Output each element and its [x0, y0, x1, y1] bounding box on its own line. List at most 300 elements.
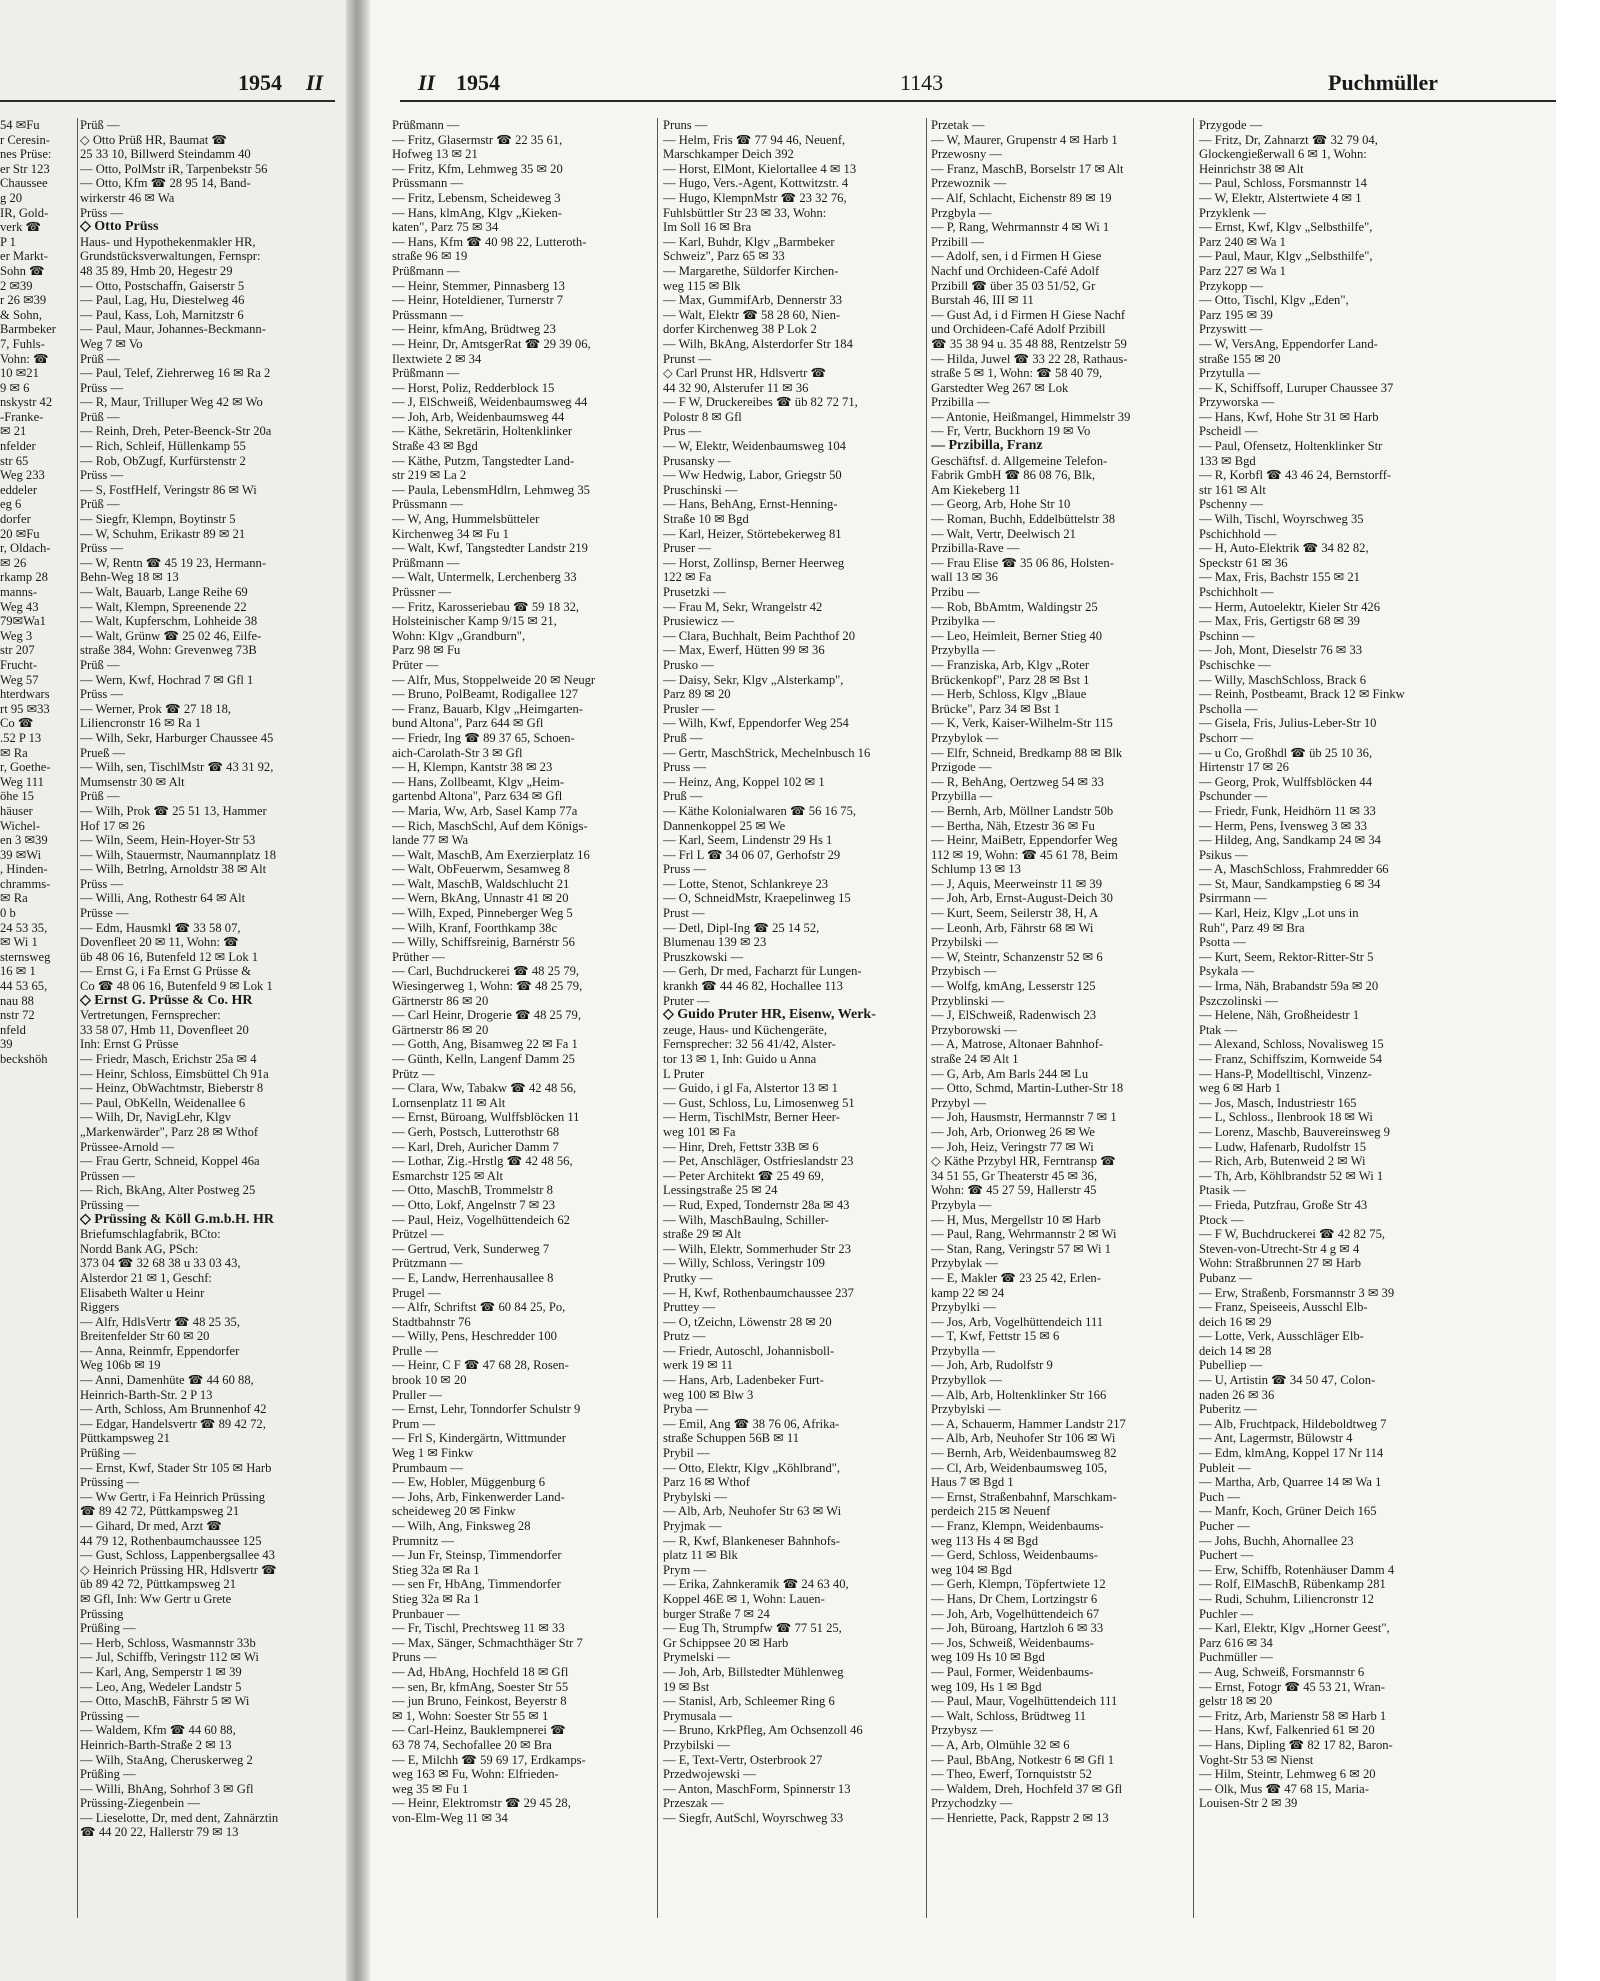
directory-entry: lande 77 ✉ Wa: [392, 833, 469, 848]
surname-heading: rkamp 28: [0, 570, 48, 585]
directory-entry: Schweiz", Parz 65 ✉ 33: [663, 249, 785, 264]
surname-heading: Prusetzki —: [663, 585, 726, 599]
directory-entry: — Friedr, Masch, Erichstr 25a ✉ 4: [80, 1052, 257, 1066]
surname-heading: Weg 57: [0, 672, 39, 687]
surname-heading: hterdwars: [0, 687, 50, 702]
directory-entry: — H, Mus, Mergellstr 10 ✉ Harb: [931, 1212, 1101, 1227]
directory-entry: — Frau Elise ☎ 35 06 86, Holsten-: [931, 555, 1114, 570]
directory-entry: 373 04 ☎ 32 68 38 u 33 03 43,: [80, 1256, 241, 1271]
surname-heading: Pryjmak —: [663, 1519, 722, 1533]
surname-heading: Pubelliер —: [1199, 1358, 1263, 1373]
directory-entry: — Jos, Arb, Vogelhüttendeich 111: [931, 1314, 1104, 1329]
surname-heading: er Markt-: [0, 249, 48, 264]
surname-heading: str 207: [0, 643, 35, 658]
surname-heading: Prumnitz —: [392, 1533, 454, 1548]
directory-entry: Nordd Bank AG, PSch:: [80, 1241, 199, 1256]
directory-entry: — Franz, Schiffszim, Kornweide 54: [1199, 1052, 1383, 1066]
directory-entry: — Rob, BbAmtm, Waldingstr 25: [931, 599, 1098, 614]
directory-entry: Schlump 13 ✉ 13: [931, 862, 1021, 877]
directory-entry: Fernsprecher: 32 56 41/42, Alster-: [663, 1037, 836, 1052]
directory-entry: — Eug Th, Strumpfw ☎ 77 51 25,: [663, 1621, 842, 1636]
directory-entry: — Fritz, Kfm, Lehmweg 35 ✉ 20: [392, 161, 563, 176]
directory-entry: — Günth, Kelln, Langenf Damm 25: [392, 1052, 575, 1066]
directory-entry: — Paul, Maur, Johannes-Beckmann-: [80, 322, 266, 337]
directory-entry: Breitenfelder Str 60 ✉ 20: [80, 1329, 210, 1344]
directory-entry: — Karl, Heiz, Klgv „Lot uns in: [1199, 906, 1359, 921]
book-gutter: [346, 0, 370, 1981]
directory-entry: — Lotte, Stenot, Schlankreye 23: [663, 876, 829, 891]
surname-heading: Pruschinski —: [663, 482, 738, 497]
surname-heading: Przewosny —: [931, 147, 1003, 162]
directory-entry: Riggers: [80, 1300, 120, 1315]
directory-entry: und Orchideen-Café Adolf Przibill: [931, 322, 1106, 337]
directory-entry: 48 35 89, Hmb 20, Hegestr 29: [80, 263, 233, 278]
directory-entry: von-Elm-Weg 11 ✉ 34: [392, 1810, 508, 1825]
left-cut-column: [0, 118, 76, 1067]
surname-heading: Prusler —: [663, 701, 715, 716]
surname-heading: Prüßing —: [80, 1621, 136, 1636]
directory-entry: — Gerd, Schloss, Weidenbaums-: [931, 1548, 1098, 1563]
directory-entry: — Gerh, Dr med, Facharzt für Lungen-: [663, 964, 862, 979]
directory-entry: Haus 7 ✉ Bgd 1: [931, 1475, 1014, 1490]
directory-entry: — Otto, Tischl, Klgv „Eden",: [1199, 293, 1349, 308]
directory-entry: — K, Schiffsoff, Luruper Chaussee 37: [1199, 380, 1394, 395]
directory-entry: weg 101 ✉ Fa: [663, 1124, 736, 1139]
surname-heading: Puberitz —: [1199, 1402, 1257, 1417]
surname-heading: Prüther —: [392, 949, 445, 964]
surname-heading: Prym —: [663, 1562, 707, 1577]
directory-entry: — Reinh, Dreh, Peter-Beenck-Str 20a: [80, 424, 272, 439]
directory-entry: Nachf und Orchideen-Café Adolf: [931, 263, 1100, 278]
directory-entry: ◇ Guido Pruter HR, Eisenw, Werk-: [663, 1008, 876, 1023]
directory-entry: katen", Parz 75 ✉ 34: [392, 220, 499, 235]
directory-entry: Straße 43 ✉ Bgd: [392, 439, 478, 454]
surname-heading: Prybil —: [663, 1446, 710, 1461]
directory-entry: — R, Kwf, Blankeneser Bahnhofs-: [663, 1533, 840, 1548]
directory-entry: — Herm, TischlMstr, Berner Heer-: [663, 1110, 840, 1125]
surname-heading: Prüss —: [80, 380, 124, 395]
surname-heading: er Str 123: [0, 161, 50, 176]
left-page-volume: II: [306, 70, 324, 95]
directory-entry: — Leonh, Arb, Fährstr 68 ✉ Wi: [931, 920, 1094, 935]
directory-entry: — Rich, BkAng, Alter Postweg 25: [80, 1183, 256, 1198]
directory-entry: — Th, Arb, Köhlbrandstr 52 ✉ Wi 1: [1199, 1168, 1384, 1183]
surname-heading: Przewoznik —: [931, 176, 1007, 191]
surname-heading: r Ceresin-: [0, 132, 51, 147]
directory-entry: — Joh, Arb, Vogelhüttendeich 67: [931, 1606, 1100, 1621]
directory-entry: Louisen-Str 2 ✉ 39: [1199, 1796, 1298, 1811]
directory-entry: — F W, Druckereibes ☎ üb 82 72 71,: [663, 395, 858, 410]
directory-entry: Parz 195 ✉ 39: [1199, 307, 1273, 322]
directory-entry: — Ernst, Fotogr ☎ 45 53 21, Wran-: [1199, 1679, 1385, 1694]
directory-entry: tor 13 ✉ 1, Inh: Guido u Anna: [663, 1052, 817, 1066]
directory-entry: 112 ✉ 19, Wohn: ☎ 45 61 78, Beim: [931, 847, 1118, 862]
surname-heading: 44 53 65,: [0, 979, 48, 994]
surname-heading: Przeszak —: [663, 1796, 724, 1811]
directory-entry: straße 384, Wohn: Grevenweg 73B: [80, 643, 257, 658]
directory-entry: — Irma, Näh, Brabandstr 59a ✉ 20: [1199, 979, 1379, 994]
directory-entry: — Przibilla, Franz: [931, 439, 1043, 454]
surname-heading: Pubanz —: [1199, 1270, 1252, 1285]
directory-entry: — W, VersAng, Eppendorfer Land-: [1199, 336, 1378, 351]
directory-entry: Esmarchstr 125 ✉ Alt: [392, 1168, 503, 1183]
directory-entry: — Rich, Schleif, Hüllenkamp 55: [80, 439, 246, 454]
directory-entry: — Horst, Zollinsp, Berner Heerweg: [663, 555, 845, 570]
surname-heading: r, Goethe-: [0, 760, 51, 775]
surname-heading: Prüßing —: [80, 1446, 136, 1461]
directory-entry: — jun Bruno, Feinkost, Beyerstr 8: [392, 1694, 567, 1709]
directory-entry: — Herm, Autoelektr, Kieler Str 426: [1199, 599, 1381, 614]
directory-entry: — Franz, Klempn, Weidenbaums-: [931, 1519, 1104, 1533]
surname-heading: nfelder: [0, 439, 36, 454]
column-divider: [1193, 118, 1194, 1918]
directory-entry: — Käthe Kolonialwaren ☎ 56 16 75,: [663, 803, 857, 818]
surname-heading: Pscheidl —: [1199, 424, 1258, 439]
directory-entry: deich 14 ✉ 28: [1199, 1343, 1272, 1358]
surname-heading: Przyklenk —: [1199, 205, 1266, 220]
directory-entry: — Hilm, Steintr, Lehmweg 6 ✉ 20: [1199, 1767, 1376, 1782]
surname-heading: Przygode —: [1199, 118, 1263, 132]
directory-entry: Hof 17 ✉ 26: [80, 818, 145, 833]
directory-entry: — O, tZeichn, Löwenstr 28 ✉ 20: [663, 1314, 832, 1329]
directory-entry: — Fritz, Lebensm, Scheideweg 3: [392, 190, 561, 205]
surname-heading: Przibylka —: [931, 614, 996, 629]
surname-heading: Pschorr —: [1199, 730, 1254, 745]
directory-entry: L Pruter: [663, 1066, 705, 1081]
directory-entry: — Walt, MaschB, Am Exerzierplatz 16: [392, 847, 590, 862]
surname-heading: Pruser —: [663, 541, 711, 556]
directory-entry: — Reinh, Postbeamt, Brack 12 ✉ Finkw: [1199, 687, 1405, 702]
directory-entry: — Ernst, Lehr, Tonndorfer Schulstr 9: [392, 1402, 581, 1417]
directory-entry: Haus- und Hypothekenmakler HR,: [80, 234, 256, 249]
surname-heading: Przibu —: [931, 585, 980, 599]
surname-heading: Prützmann —: [392, 1256, 463, 1271]
directory-entry: Stieg 32a ✉ Ra 1: [392, 1591, 480, 1606]
directory-entry: — Theo, Ewerf, Tornquiststr 52: [931, 1767, 1092, 1782]
directory-entry: — Wiln, Seem, Hein-Hoyer-Str 53: [80, 833, 256, 848]
directory-entry: — Georg, Arb, Hohe Str 10: [931, 497, 1071, 512]
directory-entry: — Paul, Former, Weidenbaums-: [931, 1664, 1094, 1679]
directory-column-1: [392, 118, 650, 1825]
directory-entry: — Walt, MaschB, Waldschlucht 21: [392, 876, 570, 891]
surname-heading: Prutz —: [663, 1329, 706, 1344]
surname-heading: 24 53 35,: [0, 920, 48, 935]
directory-entry: weg 109, Hs 1 ✉ Bgd: [931, 1679, 1042, 1694]
directory-entry: „Markenwärder", Parz 28 ✉ Wthof: [80, 1124, 259, 1139]
directory-entry: — Wilh, Elektr, Sommerhuder Str 23: [663, 1241, 851, 1256]
directory-entry: — F W, Buchdruckerei ☎ 42 82 75,: [1199, 1227, 1386, 1242]
directory-entry: — Guido, i gl Fa, Alstertor 13 ✉ 1: [663, 1081, 838, 1096]
directory-entry: — Edgar, Handelsvertr ☎ 89 42 72,: [80, 1416, 266, 1431]
directory-entry: Gärtnerstr 86 ✉ 20: [392, 1022, 489, 1037]
surname-heading: Prüßmann —: [392, 555, 460, 570]
directory-entry: — Hans, Dr Chem, Lortzingstr 6: [931, 1591, 1098, 1606]
directory-entry: Heinrichstr 38 ✉ Alt: [1199, 161, 1304, 176]
directory-entry: Weg 1 ✉ Finkw: [392, 1446, 474, 1461]
directory-entry: — R, Maur, Trilluper Weg 42 ✉ Wo: [80, 395, 263, 410]
directory-entry: ◇ Prüssing & Köll G.m.b.H. HR: [80, 1212, 274, 1227]
directory-entry: — Daisy, Sekr, Klgv „Alsterkamp",: [663, 672, 844, 687]
surname-heading: Przibill —: [931, 234, 984, 249]
surname-heading: Prüß —: [80, 657, 120, 672]
directory-entry: — Paul, Heiz, Vogelhüttendeich 62: [392, 1212, 570, 1227]
surname-heading: Prüss —: [80, 541, 124, 556]
directory-entry: — E, Landw, Herrenhausallee 8: [392, 1270, 554, 1285]
directory-entry: — Wilh, Exped, Pinneberger Weg 5: [392, 906, 573, 921]
directory-entry: — W, Schuhm, Erikastr 89 ✉ 21: [80, 526, 246, 541]
surname-heading: Prüß —: [80, 497, 120, 512]
directory-entry: — Cl, Arb, Weidenbaumsweg 105,: [931, 1460, 1108, 1475]
directory-entry: ◇ Otto Prüß HR, Baumat ☎: [80, 132, 228, 147]
directory-entry: üb 48 06 16, Butenfeld 12 ✉ Lok 1: [80, 949, 259, 964]
directory-entry: — Karl, Ang, Semperstr 1 ✉ 39: [80, 1664, 242, 1679]
surname-heading: Pscholla —: [1199, 701, 1258, 716]
directory-entry: — Rich, Arb, Butenweid 2 ✉ Wi: [1199, 1154, 1366, 1169]
directory-entry: Geschäftsf. d. Allgemeine Telefon-: [931, 453, 1108, 468]
directory-entry: — Wilh, Sekr, Harburger Chaussee 45: [80, 730, 274, 745]
directory-entry: — Anton, MaschForm, Spinnerstr 13: [663, 1781, 851, 1796]
directory-entry: — Joh, Heiz, Veringstr 77 ✉ Wi: [931, 1139, 1094, 1154]
surname-heading: Psotta —: [1199, 935, 1246, 950]
directory-entry: — T, Kwf, Fettstr 15 ✉ 6: [931, 1329, 1060, 1344]
directory-entry: — Wilh, MaschBaulng, Schiller-: [663, 1212, 829, 1227]
surname-heading: Prüß —: [80, 409, 120, 424]
directory-entry: wall 13 ✉ 36: [931, 570, 998, 585]
directory-entry: weg 35 ✉ Fu 1: [392, 1781, 469, 1796]
directory-entry: — Georg, Prok, Wulffsblöcken 44: [1199, 774, 1372, 789]
directory-entry: str 161 ✉ Alt: [1199, 482, 1266, 497]
directory-entry: Speckstr 61 ✉ 36: [1199, 555, 1288, 570]
directory-entry: — Heinr, Elektromstr ☎ 29 45 28,: [392, 1796, 571, 1811]
directory-entry: Wiesingerweg 1, Wohn: ☎ 48 25 79,: [392, 979, 583, 994]
directory-entry: weg 6 ✉ Harb 1: [1199, 1081, 1281, 1096]
surname-heading: Pschischke —: [1199, 657, 1271, 672]
directory-entry: — Elfr, Schneid, Bredkamp 88 ✉ Blk: [931, 745, 1123, 760]
surname-heading: Pruss —: [663, 760, 707, 775]
directory-entry: — Herb, Schloss, Wasmannstr 33b: [80, 1635, 256, 1650]
directory-entry: — Wilh, Betrlng, Arnoldstr 38 ✉ Alt: [80, 862, 267, 877]
directory-entry: — Hugo, KlempnMstr ☎ 23 32 76,: [663, 190, 847, 205]
column-divider: [657, 118, 658, 1918]
directory-column-4: [1199, 118, 1461, 1811]
surname-heading: ✉ 21: [0, 424, 27, 439]
scan-margin: [1556, 0, 1600, 1981]
directory-entry: — Frl L ☎ 34 06 07, Gerhofstr 29: [663, 847, 841, 862]
directory-entry: — Alb, Fruchtpack, Hildeboldtweg 7: [1199, 1416, 1387, 1431]
surname-heading: Prüss —: [80, 876, 124, 891]
directory-entry: — H, Klempn, Kantstr 38 ✉ 23: [392, 760, 553, 775]
directory-entry: — Joh, Büroang, Hartzloh 6 ✉ 33: [931, 1621, 1104, 1636]
directory-entry: Hofweg 13 ✉ 21: [392, 147, 478, 162]
directory-entry: Elisabeth Walter u Heinr: [80, 1285, 205, 1300]
surname-heading: P 1: [0, 234, 16, 249]
directory-entry: — Walt, Bauarb, Lange Reihe 69: [80, 585, 248, 599]
directory-entry: Dannenkoppel 25 ✉ We: [663, 818, 786, 833]
surname-heading: Prüss —: [80, 687, 124, 702]
directory-entry: — Erw, Schiffb, Rotenhäuser Damm 4: [1199, 1562, 1395, 1577]
surname-heading: Prusansky —: [663, 453, 731, 468]
left-column: [80, 118, 342, 1840]
right-page-volume: II: [418, 70, 436, 95]
directory-entry: — Arth, Schloss, Am Brunnenhof 42: [80, 1402, 267, 1417]
directory-entry: — Clara, Buchhalt, Beim Pachthof 20: [663, 628, 856, 643]
directory-entry: — Jul, Schiffb, Veringstr 112 ✉ Wi: [80, 1650, 259, 1665]
surname-heading: Prüss —: [80, 205, 124, 220]
surname-heading: Pschenny —: [1199, 497, 1264, 512]
directory-entry: Briefumschlagfabrik, BCto:: [80, 1227, 221, 1242]
directory-entry: — Ww Hedwig, Labor, Griegstr 50: [663, 468, 842, 483]
surname-heading: Przybylki —: [931, 1300, 996, 1315]
directory-entry: — Stan, Rang, Veringstr 57 ✉ Wi 1: [931, 1241, 1111, 1256]
directory-entry: Dovenfleet 20 ✉ 11, Wohn: ☎: [80, 935, 239, 950]
surname-heading: 39 ✉Wi: [0, 847, 42, 862]
directory-entry: — Hildeg, Ang, Sandkamp 24 ✉ 34: [1199, 833, 1381, 848]
directory-entry: — Heinz, Ang, Koppel 102 ✉ 1: [663, 774, 825, 789]
column-divider: [926, 118, 927, 1918]
directory-entry: ☎ 44 20 22, Hallerstr 79 ✉ 13: [80, 1825, 239, 1840]
directory-entry: üb 89 42 72, Püttkampsweg 21: [80, 1577, 237, 1592]
directory-entry: — Fr, Vertr, Buckhorn 19 ✉ Vo: [931, 424, 1091, 439]
directory-entry: ◇ Käthe Przybyl HR, Ferntransp ☎: [931, 1154, 1116, 1169]
surname-heading: Prutky —: [663, 1270, 713, 1285]
directory-entry: — Friedr, Ing ☎ 89 37 65, Schoen-: [392, 730, 575, 745]
surname-heading: Prunst —: [663, 351, 711, 366]
surname-heading: Ptak —: [1199, 1022, 1238, 1037]
directory-entry: — Paul, Rang, Wehrmannstr 2 ✉ Wi: [931, 1227, 1117, 1242]
surname-heading: Przybyl —: [931, 1095, 986, 1110]
directory-entry: — Siegfr, AutSchl, Woyrschweg 33: [663, 1810, 844, 1825]
surname-heading: Pruß —: [663, 789, 703, 804]
directory-entry: — Lorenz, Maschb, Bauvereinsweg 9: [1199, 1124, 1390, 1139]
directory-entry: — Gust Ad, i d Firmen H Giese Nachf: [931, 307, 1126, 322]
directory-entry: — Hans, BehAng, Ernst-Henning-: [663, 497, 838, 512]
surname-heading: Barmbeker: [0, 322, 56, 337]
directory-entry: — Ant, Lagermstr, Bülowstr 4: [1199, 1431, 1353, 1446]
directory-entry: — Max, Ewerf, Hütten 99 ✉ 36: [663, 643, 825, 658]
directory-entry: — Maria, Ww, Arb, Sasel Kamp 77a: [392, 803, 578, 818]
surname-heading: Pruttey —: [663, 1300, 716, 1315]
surname-heading: Pschinn —: [1199, 628, 1255, 643]
surname-heading: Pschichhold —: [1199, 526, 1277, 541]
surname-heading: 7, Fuhls-: [0, 336, 45, 351]
directory-entry: 34 51 55, Gr Theaterstr 45 ✉ 36,: [931, 1168, 1097, 1183]
directory-entry: ◇ Otto Prüss: [80, 220, 159, 235]
directory-entry: — Hans, Kfm ☎ 40 98 22, Lutteroth-: [392, 234, 587, 249]
surname-heading: Przyswitt —: [1199, 322, 1263, 337]
surname-heading: ✉ 26: [0, 555, 27, 570]
directory-entry: Prüssing: [80, 1606, 124, 1621]
directory-entry: — Johs, Buchh, Ahornallee 23: [1199, 1533, 1354, 1548]
surname-heading: nau 88: [0, 993, 34, 1008]
surname-heading: Prüßmann —: [392, 263, 460, 278]
directory-entry: — Gerh, Postsch, Lutterothstr 68: [392, 1124, 560, 1139]
directory-entry: — Carl-Heinz, Bauklempnerei ☎: [392, 1723, 566, 1738]
directory-entry: — Paul, BbAng, Notkestr 6 ✉ Gfl 1: [931, 1752, 1115, 1767]
directory-entry: — Paul, Kass, Loh, Marnitzstr 6: [80, 307, 244, 322]
directory-entry: — A, Arb, Olmühle 32 ✉ 6: [931, 1737, 1070, 1752]
directory-entry: Lessingstraße 25 ✉ 24: [663, 1183, 778, 1198]
directory-entry: ◇ Heinrich Prüssing HR, Hdlsvertr ☎: [80, 1562, 277, 1577]
directory-entry: — S, FostfHelf, Veringstr 86 ✉ Wi: [80, 482, 257, 497]
directory-entry: — Erw, Straßenb, Forsmannstr 3 ✉ 39: [1199, 1285, 1395, 1300]
surname-heading: Chaussee: [0, 176, 48, 191]
directory-entry: — Willy, Pens, Heschredder 100: [392, 1329, 557, 1344]
directory-entry: — Walt, Grünw ☎ 25 02 46, Eilfe-: [80, 628, 262, 643]
directory-entry: — Ew, Hobler, Müggenburg 6: [392, 1475, 546, 1490]
directory-entry: — Frieda, Putzfrau, Große Str 43: [1199, 1197, 1368, 1212]
directory-entry: dorfer Kirchenweg 38 P Lok 2: [663, 322, 817, 337]
surname-heading: Przybylok —: [931, 730, 999, 745]
directory-entry: gartenbd Altona", Parz 634 ✉ Gfl: [392, 789, 563, 804]
surname-heading: Prymelski —: [663, 1650, 730, 1665]
surname-heading: nes Prüse:: [0, 147, 52, 162]
surname-heading: Przybylla —: [931, 1343, 996, 1358]
surname-heading: Przykopp —: [1199, 278, 1264, 293]
surname-heading: Prüßmann —: [392, 118, 460, 132]
surname-heading: Przetak —: [931, 118, 985, 132]
surname-heading: nfeld: [0, 1022, 26, 1037]
directory-entry: — Paul, Lag, Hu, Diestelweg 46: [80, 293, 245, 308]
directory-entry: — Joh, Arb, Ernst-August-Deich 30: [931, 891, 1113, 906]
directory-entry: — Gisela, Fris, Julius-Leber-Str 10: [1199, 716, 1377, 731]
directory-entry: ☎ 35 38 94 u. 35 48 88, Rentzelstr 59: [931, 336, 1127, 351]
directory-entry: — Wilh, BkAng, Alsterdorfer Str 184: [663, 336, 853, 351]
directory-entry: straße 96 ✉ 19: [392, 249, 468, 264]
surname-heading: Prüßing —: [80, 1767, 136, 1782]
directory-entry: — Carl, Buchdruckerei ☎ 48 25 79,: [392, 964, 580, 979]
surname-heading: Prust —: [663, 906, 705, 921]
right-page-year: 1954: [456, 70, 500, 95]
directory-entry: — Fritz, Karosseriebau ☎ 59 18 32,: [392, 599, 580, 614]
directory-entry: — Bernh, Arb, Weidenbaumsweg 82: [931, 1446, 1117, 1461]
directory-entry: Gärtnerstr 86 ✉ 20: [392, 993, 489, 1008]
directory-entry: — Paul, Maur, Vogelhüttendeich 111: [931, 1694, 1118, 1709]
directory-entry: Parz 16 ✉ Wthof: [663, 1475, 750, 1490]
directory-entry: — Alb, Arb, Neuhofer Str 63 ✉ Wi: [663, 1504, 842, 1519]
directory-entry: — Karl, Seem, Lindenstr 29 Hs 1: [663, 833, 833, 848]
surname-heading: Przybisch —: [931, 964, 997, 979]
directory-entry: Parz 616 ✉ 34: [1199, 1635, 1273, 1650]
directory-entry: — W, Steintr, Schanzenstr 52 ✉ 6: [931, 949, 1103, 964]
directory-entry: 122 ✉ Fa: [663, 570, 712, 585]
directory-entry: — Fritz, Glasermstr ☎ 22 35 61,: [392, 132, 563, 147]
directory-entry: ✉ 1, Wohn: Soester Str 55 ✉ 1: [392, 1708, 549, 1723]
directory-entry: Wohn: ☎ 45 27 59, Hallerstr 45: [931, 1183, 1097, 1198]
directory-entry: Gr Schippsee 20 ✉ Harb: [663, 1635, 789, 1650]
surname-heading: Przyborowski —: [931, 1022, 1017, 1037]
directory-entry: Stieg 32a ✉ Ra 1: [392, 1562, 480, 1577]
surname-heading: chramms-: [0, 876, 51, 891]
directory-entry: — Ernst, Kwf, Klgv „Selbsthilfe",: [1199, 220, 1373, 235]
surname-heading: ✉ Ra: [0, 745, 28, 760]
directory-entry: — Jos, Schweiß, Weidenbaums-: [931, 1635, 1094, 1650]
surname-heading: Pryba —: [663, 1402, 709, 1417]
directory-entry: 63 78 74, Sechofallee 20 ✉ Bra: [392, 1737, 552, 1752]
surname-heading: Prützel —: [392, 1227, 444, 1242]
directory-column-3: [931, 118, 1189, 1825]
directory-entry: — Alfr, HdlsVertr ☎ 48 25 35,: [80, 1314, 240, 1329]
directory-entry: — Wilh, StaAng, Cheruskerweg 2: [80, 1752, 253, 1767]
directory-entry: — Karl, Dreh, Auricher Damm 7: [392, 1139, 559, 1154]
directory-entry: — Werner, Prok ☎ 27 18 18,: [80, 701, 232, 716]
directory-entry: 44 79 12, Rothenbaumchaussee 125: [80, 1533, 262, 1548]
directory-entry: — Johs, Arb, Finkenwerder Land-: [392, 1489, 565, 1504]
directory-entry: — Joh, Mont, Dieselstr 76 ✉ 33: [1199, 643, 1363, 658]
directory-entry: — Henriette, Pack, Rappstr 2 ✉ 13: [931, 1810, 1109, 1825]
directory-entry: — Wolfg, kmAng, Lesserstr 125: [931, 979, 1096, 994]
directory-entry: perdeich 215 ✉ Neuenf: [931, 1504, 1051, 1519]
directory-entry: — Max, Sänger, Schmachthäger Str 7: [392, 1635, 583, 1650]
